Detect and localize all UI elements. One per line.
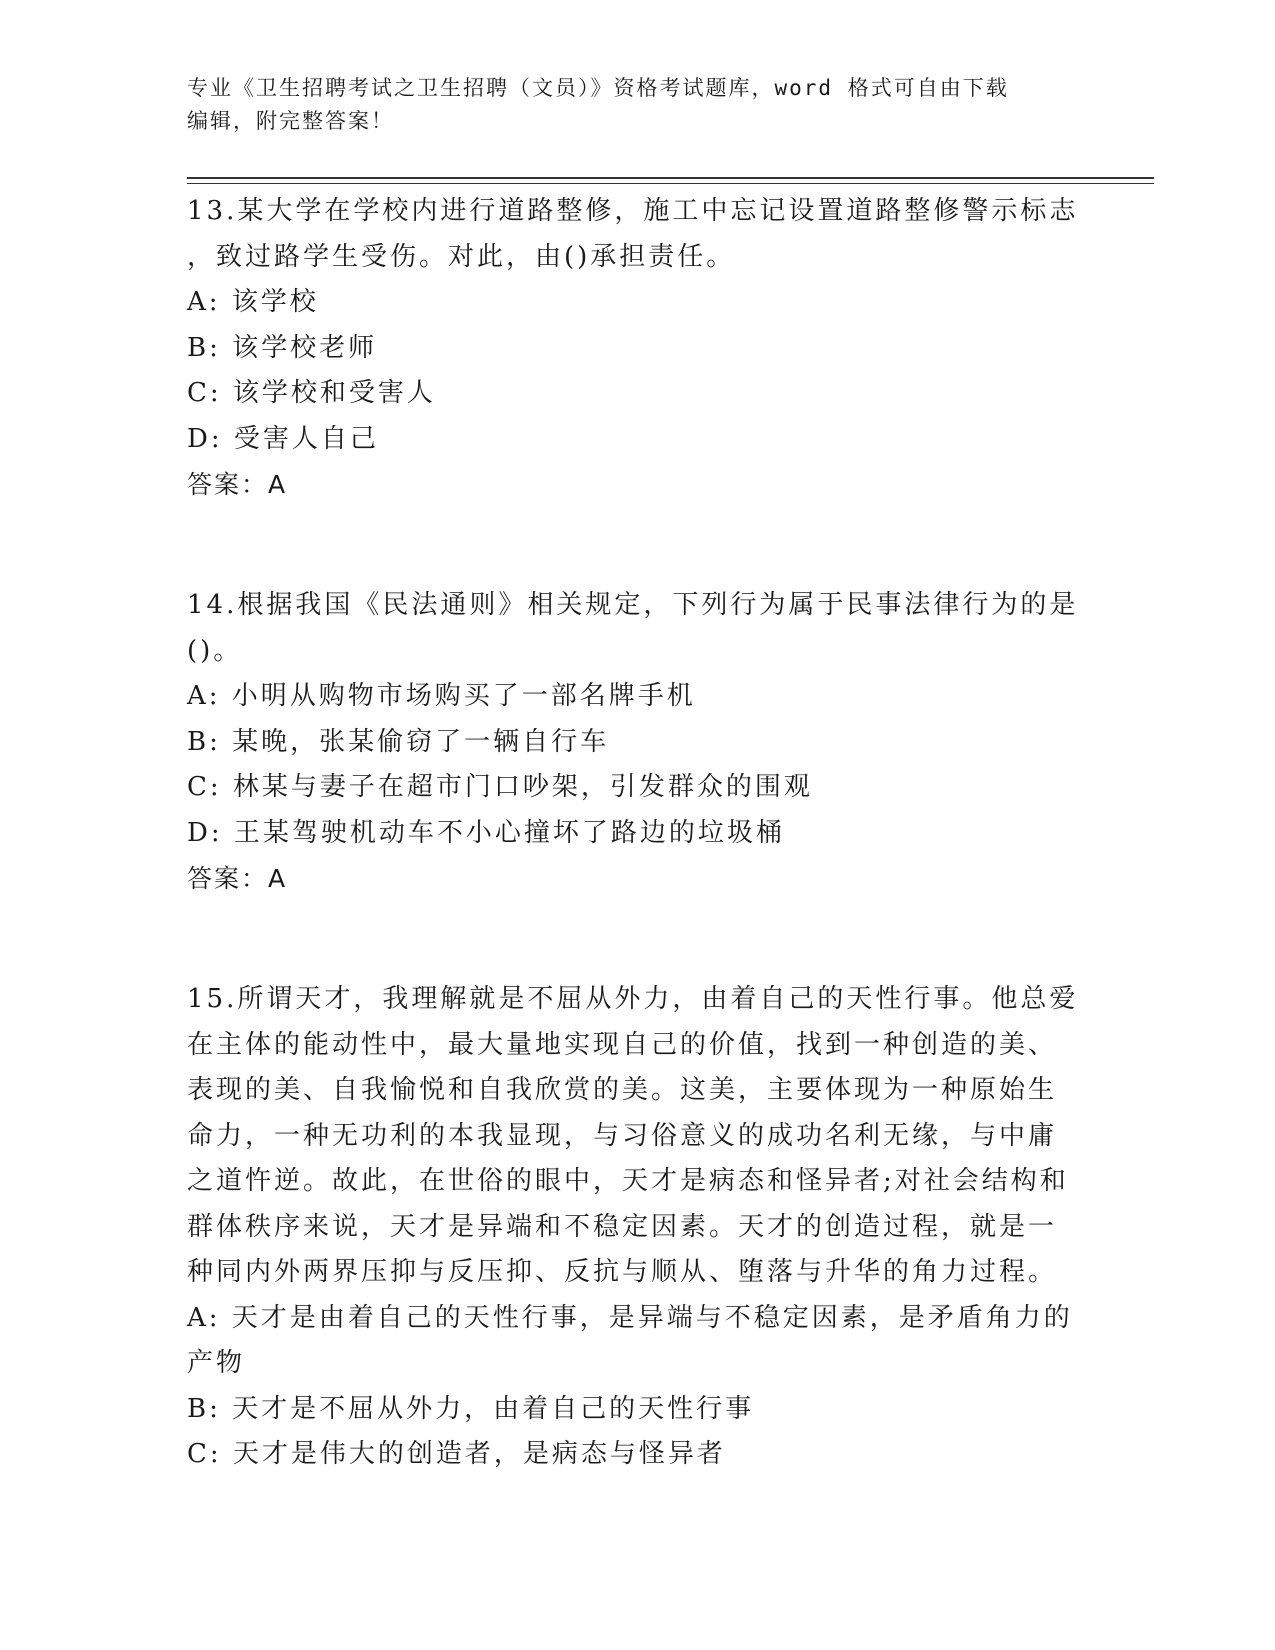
question-spacer xyxy=(187,508,1087,554)
question-stem-line: 13.某大学在学校内进行道路整修，施工中忘记设置道路整修警示标志 xyxy=(187,196,1079,226)
option-a: A: 该学校 xyxy=(187,287,319,317)
question-15 xyxy=(187,977,1087,1478)
question-stem-line: 15.所谓天才，我理解就是不屈从外力，由着自己的天性行事。他总爱 xyxy=(187,984,1079,1014)
header-line-2: 编辑，附完整答案！ xyxy=(187,109,394,133)
option-d: D: 受害人自己 xyxy=(187,423,379,454)
question-14 xyxy=(187,583,1087,902)
answer: 答案：A xyxy=(187,470,288,499)
question-stem-line: 之道忤逆。故此，在世俗的眼中，天才是病态和怪异者;对社会结构和 xyxy=(187,1166,1069,1196)
question-stem-line: 在主体的能动性中，最大量地实现自己的价值，找到一种创造的美、 xyxy=(187,1029,1058,1060)
question-spacer xyxy=(187,902,1087,948)
header-line-1: 专业《卫生招聘考试之卫生招聘（文员）》资格考试题库，word 格式可自由下载 xyxy=(187,76,1009,100)
option-c: C: 林某与妻子在超市门口吵架，引发群众的围观 xyxy=(187,772,813,802)
option-a-continuation: 产物 xyxy=(187,1348,246,1378)
header-rule-thin xyxy=(187,183,1154,184)
answer: 答案：A xyxy=(187,864,288,893)
question-spacer xyxy=(187,947,1087,977)
question-stem-line: 种同内外两界压抑与反压抑、反抗与顺从、堕落与升华的角力过程。 xyxy=(187,1257,1058,1287)
option-b: B: 该学校老师 xyxy=(187,332,378,363)
question-stem-line: 14.根据我国《民法通则》相关规定，下列行为属于民事法律行为的是 xyxy=(187,590,1079,620)
option-b: B: 某晚，张某偷窃了一辆自行车 xyxy=(187,726,610,757)
question-stem-line: 群体秩序来说，天才是异端和不稳定因素。天才的创造过程，就是一 xyxy=(187,1211,1058,1242)
question-list xyxy=(187,189,1087,1478)
option-a: A: 小明从购物市场购买了一部名牌手机 xyxy=(187,681,696,711)
question-stem-line: ()。 xyxy=(187,635,243,666)
question-stem-line: 表现的美、自我愉悦和自我欣赏的美。这美，主要体现为一种原始生 xyxy=(187,1075,1058,1105)
document-header xyxy=(187,72,1067,138)
question-spacer xyxy=(187,553,1087,583)
option-c: C: 该学校和受害人 xyxy=(187,378,436,408)
option-a: A: 天才是由着自己的天性行事，是异端与不稳定因素，是矛盾角力的 xyxy=(187,1302,1073,1333)
header-rule-thick xyxy=(187,177,1154,179)
question-stem-line: 命力，一种无功利的本我显现，与习俗意义的成功名利无缘，与中庸 xyxy=(187,1120,1058,1151)
option-b: B: 天才是不屈从外力，由着自己的天性行事 xyxy=(187,1393,755,1424)
question-stem-line: ，致过路学生受伤。对此，由()承担责任。 xyxy=(187,241,736,272)
option-c: C: 天才是伟大的创造者，是病态与怪异者 xyxy=(187,1439,726,1469)
option-d: D: 王某驾驶机动车不小心撞坏了路边的垃圾桶 xyxy=(187,817,785,848)
question-13 xyxy=(187,189,1087,508)
